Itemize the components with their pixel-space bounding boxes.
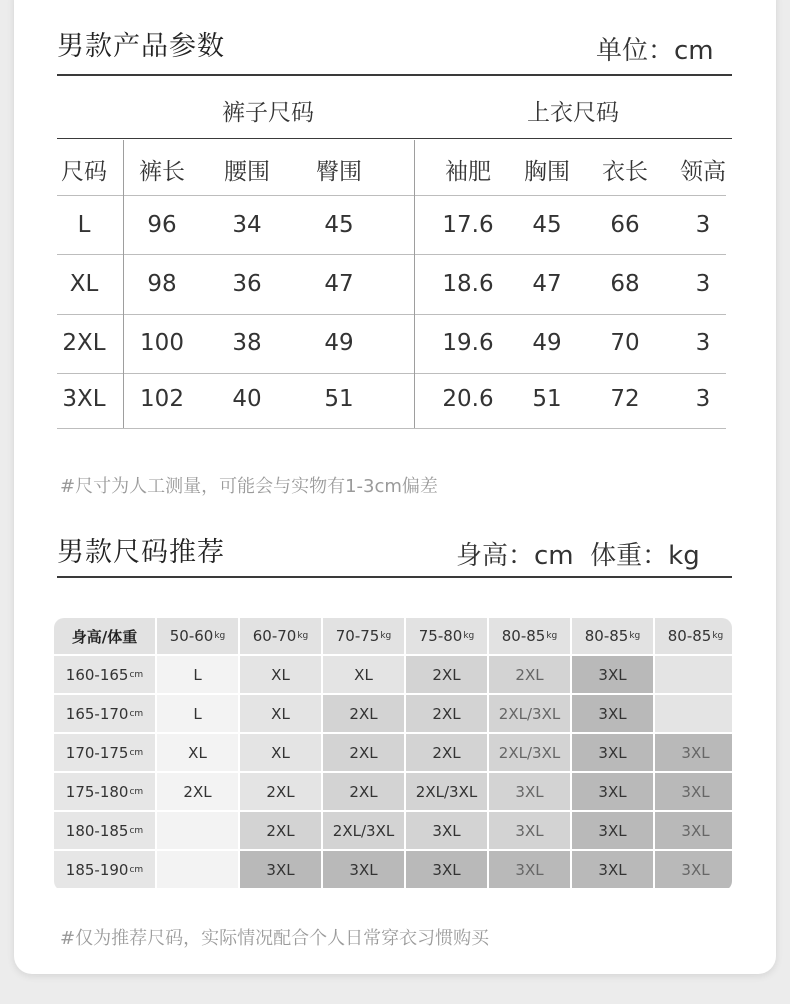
recommended-size-cell: 2XL — [406, 656, 487, 693]
measurement-value: 40 — [232, 386, 262, 412]
weight-header: 70-75 kg — [323, 618, 404, 654]
measurement-value: 51 — [324, 386, 354, 412]
row-divider — [57, 428, 726, 429]
section-title-params: 男款产品参数 — [57, 31, 225, 62]
recommended-size-cell — [655, 695, 732, 732]
recommended-size-cell: 3XL — [489, 851, 570, 888]
measurement-value: 72 — [610, 386, 640, 412]
recommended-size-cell: 3XL — [489, 812, 570, 849]
measurement-value: 47 — [532, 271, 562, 297]
weight-header: 60-70 kg — [240, 618, 321, 654]
group-pants-header: 裤子尺码 — [222, 100, 314, 126]
recommended-size-cell: 3XL — [572, 812, 653, 849]
recommend-note: #仅为推荐尺码，实际情况配合个人日常穿衣习惯购买 — [60, 928, 490, 949]
recommended-size-cell: 2XL — [323, 773, 404, 810]
measurement-value: 66 — [610, 212, 640, 238]
column-header: 袖肥 — [445, 159, 491, 185]
height-row-header: 165-170 cm — [54, 695, 155, 732]
measurement-value: 98 — [147, 271, 177, 297]
recommended-size-cell — [157, 812, 238, 849]
recommended-size-cell: 2XL/3XL — [489, 734, 570, 771]
measurement-value: 36 — [232, 271, 262, 297]
recommended-size-cell: 3XL — [572, 656, 653, 693]
column-header: 腰围 — [224, 159, 270, 185]
recommended-size-cell: 3XL — [572, 851, 653, 888]
size-label: L — [77, 212, 91, 238]
measurement-value: 49 — [532, 330, 562, 356]
measurement-value: 20.6 — [442, 386, 494, 412]
recommended-size-cell: XL — [240, 656, 321, 693]
recommended-size-cell — [157, 851, 238, 888]
column-header: 裤长 — [139, 159, 185, 185]
measurement-value: 34 — [232, 212, 262, 238]
recommended-size-cell: XL — [240, 734, 321, 771]
column-header: 衣长 — [602, 159, 648, 185]
section-title-recommend: 男款尺码推荐 — [57, 537, 225, 568]
measurement-value: 68 — [610, 271, 640, 297]
recommended-size-cell: 2XL — [323, 695, 404, 732]
recommended-size-cell: 2XL/3XL — [489, 695, 570, 732]
column-header: 尺码 — [61, 159, 107, 185]
recommended-size-cell: XL — [323, 656, 404, 693]
recommended-size-cell: 3XL — [572, 695, 653, 732]
recommended-size-cell: 2XL — [406, 695, 487, 732]
column-header: 胸围 — [524, 159, 570, 185]
measurement-value: 17.6 — [442, 212, 494, 238]
measurement-value: 3 — [695, 386, 711, 412]
group-top-header: 上衣尺码 — [527, 100, 619, 126]
measurement-value: 49 — [324, 330, 354, 356]
recommended-size-cell: 3XL — [489, 773, 570, 810]
recommended-size-cell: XL — [240, 695, 321, 732]
weight-header: 50-60 kg — [157, 618, 238, 654]
row-divider — [57, 195, 726, 196]
recommendation-grid — [54, 618, 732, 891]
recommended-size-cell: L — [157, 656, 238, 693]
recommended-size-cell: 3XL — [406, 812, 487, 849]
recommended-size-cell: 2XL/3XL — [323, 812, 404, 849]
recommended-size-cell: 3XL — [406, 851, 487, 888]
recommended-size-cell: 2XL/3XL — [406, 773, 487, 810]
recommended-size-cell: 3XL — [240, 851, 321, 888]
weight-header: 80-85 kg — [489, 618, 570, 654]
recommended-size-cell — [655, 656, 732, 693]
measurement-value: 18.6 — [442, 271, 494, 297]
height-row-header: 170-175 cm — [54, 734, 155, 771]
recommended-size-cell: 3XL — [655, 773, 732, 810]
measurement-value: 45 — [324, 212, 354, 238]
column-header: 领高 — [680, 159, 726, 185]
measurement-value: 19.6 — [442, 330, 494, 356]
recommended-size-cell: 2XL — [157, 773, 238, 810]
recommended-size-cell: 3XL — [655, 734, 732, 771]
corner-header: 身高/体重 — [54, 618, 155, 654]
unit-label: 单位：cm — [596, 36, 714, 66]
measurement-value: 45 — [532, 212, 562, 238]
measurement-value: 70 — [610, 330, 640, 356]
recommended-size-cell: XL — [157, 734, 238, 771]
measurement-value: 96 — [147, 212, 177, 238]
row-divider — [57, 373, 726, 374]
recommended-size-cell: 3XL — [655, 812, 732, 849]
size-label: 3XL — [62, 386, 106, 412]
measurement-value: 100 — [140, 330, 184, 356]
row-divider — [57, 254, 726, 255]
size-label: 2XL — [62, 330, 106, 356]
unit-label-recommend: 身高：cm 体重：kg — [456, 541, 700, 571]
measurement-value: 3 — [695, 212, 711, 238]
measurement-value: 102 — [140, 386, 184, 412]
height-row-header: 185-190 cm — [54, 851, 155, 888]
title-rule-2 — [57, 576, 732, 578]
measurement-value: 51 — [532, 386, 562, 412]
recommended-size-cell: 2XL — [489, 656, 570, 693]
recommended-size-cell: 3XL — [572, 773, 653, 810]
measurement-value: 3 — [695, 271, 711, 297]
recommended-size-cell: L — [157, 695, 238, 732]
size-label: XL — [69, 271, 99, 297]
title-rule — [57, 74, 732, 76]
group-rule — [57, 138, 732, 139]
recommended-size-cell: 2XL — [240, 773, 321, 810]
recommended-size-cell: 2XL — [406, 734, 487, 771]
weight-header: 80-85 kg — [655, 618, 732, 654]
column-header: 臀围 — [316, 159, 362, 185]
recommended-size-cell: 3XL — [323, 851, 404, 888]
recommended-size-cell: 3XL — [655, 851, 732, 888]
recommended-size-cell: 2XL — [323, 734, 404, 771]
row-divider — [57, 314, 726, 315]
measurement-value: 3 — [695, 330, 711, 356]
group-divider — [414, 140, 415, 428]
measurement-value: 38 — [232, 330, 262, 356]
height-row-header: 180-185 cm — [54, 812, 155, 849]
height-row-header: 160-165 cm — [54, 656, 155, 693]
weight-header: 80-85 kg — [572, 618, 653, 654]
measurement-value: 47 — [324, 271, 354, 297]
recommended-size-cell: 3XL — [572, 734, 653, 771]
recommended-size-cell: 2XL — [240, 812, 321, 849]
weight-header: 75-80 kg — [406, 618, 487, 654]
measure-note: #尺寸为人工测量，可能会与实物有1-3cm偏差 — [60, 476, 438, 497]
height-row-header: 175-180 cm — [54, 773, 155, 810]
